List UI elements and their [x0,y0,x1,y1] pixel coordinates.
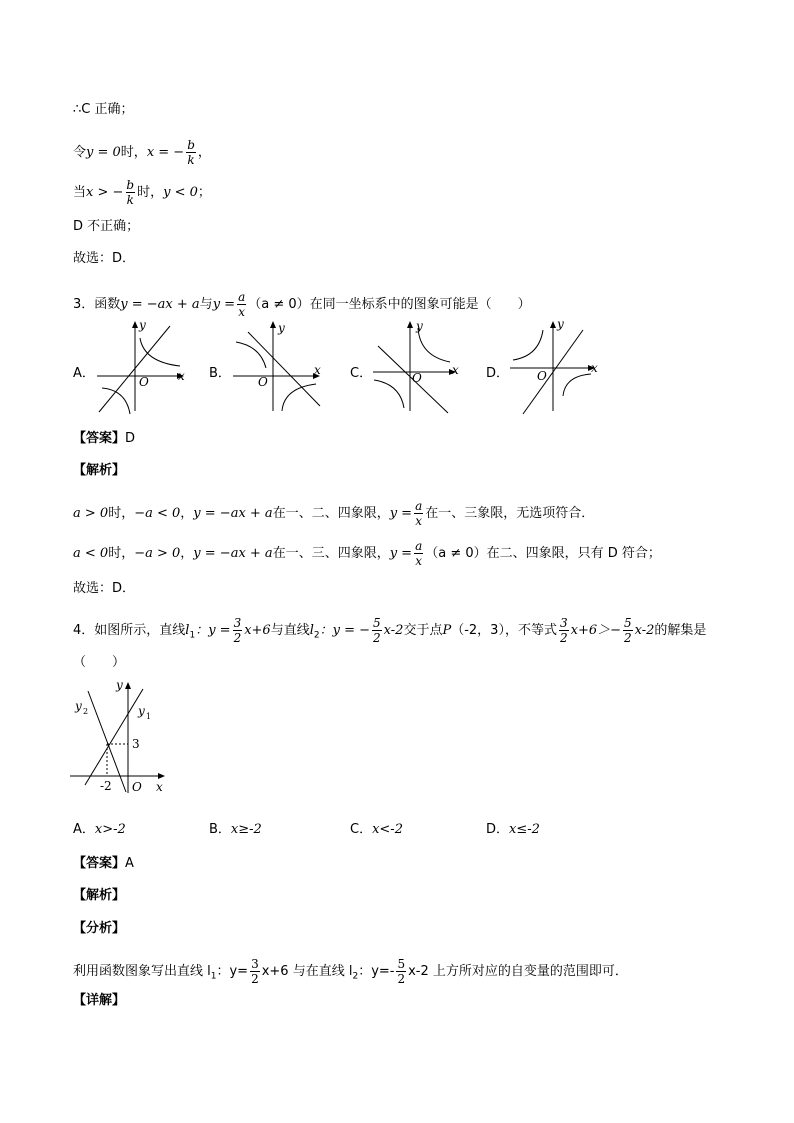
axes [70,682,165,793]
numerator: 5 [373,616,381,630]
subscript: 2 [352,971,359,982]
subscript: 1 [210,971,217,982]
denominator: 2 [624,631,632,645]
line-graph [248,332,320,406]
q4-option-d [486,818,540,837]
math-expr: x-2 [634,623,655,638]
answer-value: D [125,431,136,446]
y-axis-label: y [116,678,123,692]
math-expr: y = [212,297,236,312]
axes [233,321,320,411]
math-expr: y = −ax + a [193,546,273,561]
numerator: a [415,539,423,553]
option-letter: C． [350,822,373,837]
numerator: b [187,138,195,152]
denominator: 2 [373,631,381,645]
text: 在二、四象限，只有 D 符合； [486,546,661,561]
math-expr: ：y = − [319,623,371,638]
math-expr: x+6＞− [570,623,621,638]
text: 与 [199,297,213,312]
numerator: 3 [251,957,259,971]
text: 时， [120,145,147,160]
y-axis-label: y [416,319,423,333]
hyperbola-branch-2 [374,380,404,408]
fraction [396,957,406,986]
origin-label: O [258,375,268,389]
math-expr: x > − [86,185,124,200]
fraction [186,138,196,167]
line-when-x [73,178,211,207]
x-axis-label: x [178,369,185,383]
q3-analysis-label: 【解析】 [73,463,126,478]
math-expr: y = −ax + a [120,297,200,312]
denominator: 2 [559,631,568,645]
y2-label: y [75,699,82,713]
x-axis-label: x [591,361,598,375]
line-name: l [309,623,314,638]
hyperbola-branch-1 [140,338,180,366]
numerator: a [238,290,246,304]
hyperbola-branch-2 [282,384,316,411]
y-axis-label: y [139,318,146,332]
point-name: P [442,623,452,638]
numerator: 5 [397,957,406,971]
condition: （a ≠ 0） [425,546,487,561]
line-d-incorrect: D 不正确； [73,219,140,234]
text: 令 [73,145,87,160]
text: 在同一坐标系中的图象可能是（ ） [309,297,531,312]
y2-subscript: 2 [83,707,89,716]
text: ：y=- [358,964,395,979]
line-c-correct: ∴C 正确； [73,102,134,117]
line-name: l [185,623,190,638]
math-expr: x+6 [244,623,271,638]
axes [373,321,456,411]
y-axis-label: y [278,321,285,335]
option-letter: A． [73,822,95,837]
option-text: x≥-2 [230,822,262,837]
fraction [233,616,243,645]
text: 的解集是 [654,623,707,638]
math-expr: y < 0 [163,185,198,200]
math-expr: −a > 0 [134,546,181,561]
fraction [414,499,423,528]
option-text: x≤-2 [509,822,540,837]
numerator: 3 [559,616,568,630]
hyperbola-branch-1 [513,330,543,360]
hyperbola-branch-2 [563,374,591,396]
q3-option-d-letter: D． [486,366,510,381]
y-axis-label: y [557,317,564,331]
axes [510,321,595,411]
fraction [250,957,260,986]
denominator: x [238,305,246,319]
q3-option-b-letter: B． [209,366,231,381]
hyperbola-branch-1 [418,328,450,362]
text: 在一、二、四象限， [272,506,390,521]
line-choose-d: 故选：D． [73,251,136,266]
math-expr: x-2 [383,623,404,638]
text: ， [180,506,194,521]
tick-label-3: 3 [132,737,140,751]
fraction [559,616,569,645]
text: 当 [73,185,87,200]
fraction [125,178,135,207]
q4-option-a [73,818,126,837]
q3-analysis-line-1 [73,499,594,528]
numerator: 3 [233,616,242,630]
math-expr: y = [389,546,413,561]
x-axis-label: x [156,780,163,794]
y1-subscript: 1 [146,712,152,721]
text: 与直线 [270,623,310,638]
q4-option-b [209,818,262,837]
q4-graph [70,675,175,800]
text: x+6 与在直线 l [261,964,353,979]
text: x-2 上方所对应的自变量的范围即可． [408,964,628,979]
option-letter: D． [486,822,510,837]
q4-stem [73,616,706,645]
subscript: 2 [313,630,320,641]
line-y2 [88,691,126,792]
condition: （a ≠ 0） [248,297,310,312]
line-let-y-zero [73,138,211,167]
numerator: b [126,178,135,192]
denominator: x [415,514,423,528]
option-letter: B． [209,822,231,837]
option-text: x<-2 [372,822,403,837]
hyperbola-branch-2 [102,388,130,414]
text: ：y= [216,964,249,979]
tick-label-neg2: -2 [100,779,112,793]
denominator: 2 [251,972,259,986]
answer-label: 【答案】 [73,431,126,446]
point-coords: （-2，3） [451,623,505,638]
q3-option-d-graph [505,316,605,418]
math-expr: a > 0 [73,506,109,521]
q3-conclusion: 故选：D． [73,581,136,596]
q4-stem-paren: （ ） [73,655,126,670]
x-axis-label: x [452,363,459,377]
numerator: a [415,499,423,513]
text: 时， [108,506,135,521]
q4-detail-label: 【详解】 [73,993,126,1008]
q4-fenxi-label: 【分析】 [73,921,126,936]
text: ； [197,185,211,200]
q3-option-c-letter: C． [350,366,373,381]
denominator: 2 [397,972,406,986]
text: 3．函数 [73,297,121,312]
text: 4．如图所示，直线 [73,623,186,638]
math-expr: y = −ax + a [193,506,273,521]
denominator: k [187,153,195,167]
text: ， [197,145,211,160]
origin-label: O [537,369,547,383]
denominator: x [415,554,423,568]
text: ，不等式 [504,623,557,638]
fraction [623,616,633,645]
q4-fenxi-text [73,957,628,986]
q3-option-a-graph [92,316,192,418]
text: 在一、三象限，无选项符合． [425,506,595,521]
q4-analysis-label: 【解析】 [73,888,126,903]
denominator: k [126,193,134,207]
fraction [372,616,382,645]
numerator: 5 [624,616,632,630]
text: 交于点 [403,623,443,638]
text: 在一、三、四象限， [272,546,390,561]
y1-label: y [138,704,145,718]
text: ， [180,546,194,561]
x-axis-label: x [314,363,321,377]
q3-analysis-line-2 [73,539,661,568]
axes [97,321,184,411]
option-text: x>-2 [94,822,126,837]
answer-value: A [125,856,134,871]
answer-label: 【答案】 [73,856,126,871]
denominator: 2 [233,631,242,645]
subscript: 1 [189,630,196,641]
origin-label: O [132,780,142,794]
q3-option-c-graph [368,316,468,418]
q4-option-c [350,818,403,837]
q3-answer [73,430,135,448]
text: 利用函数图象写出直线 l [73,964,211,979]
math-expr: −a < 0 [134,506,181,521]
math-expr: a < 0 [73,546,109,561]
q4-answer [73,855,134,873]
math-expr: x = − [146,145,185,160]
math-expr: ：y = [195,623,231,638]
text: 时， [108,546,135,561]
math-expr: y = [389,506,413,521]
q3-stem [73,290,531,319]
q3-option-a-letter: A． [73,366,95,381]
q3-option-b-graph [228,316,328,418]
math-expr: y = 0 [86,145,121,160]
text: 时， [137,185,164,200]
fraction [237,290,246,319]
origin-label: O [412,371,422,385]
fraction [414,539,423,568]
origin-label: O [139,375,149,389]
